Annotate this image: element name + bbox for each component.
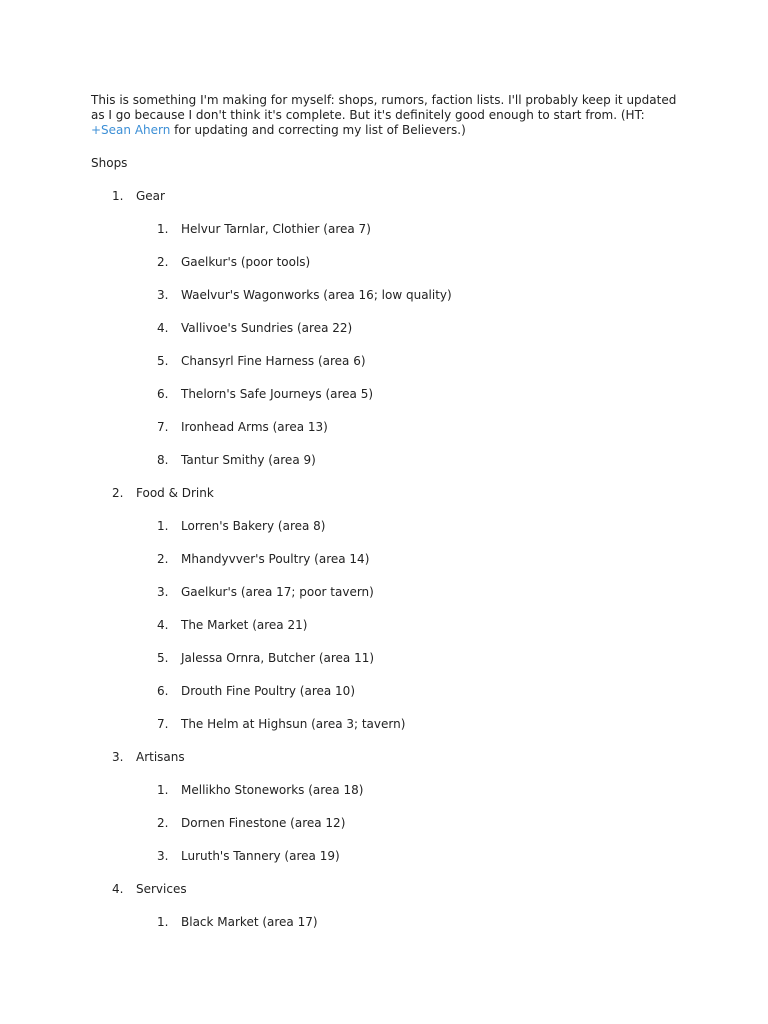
shop-number: 1. — [157, 915, 169, 929]
shop-number: 3. — [157, 585, 169, 599]
shop-list-item — [91, 453, 681, 468]
shop-number: 8. — [157, 453, 169, 467]
shop-list-item — [91, 288, 681, 303]
shop-list — [91, 519, 681, 732]
shop-number: 6. — [157, 387, 169, 401]
shop-list-item — [91, 387, 681, 402]
shop-label: Luruth's Tannery (area 19) — [181, 849, 340, 863]
intro-after-text: for updating and correcting my list of Believers.) — [170, 123, 466, 137]
shop-list-item — [91, 552, 681, 567]
shop-category-list — [91, 189, 681, 930]
shop-list-item — [91, 849, 681, 864]
shop-number: 1. — [157, 222, 169, 236]
shop-number: 2. — [157, 816, 169, 830]
shop-list-item — [91, 651, 681, 666]
shop-number: 3. — [157, 849, 169, 863]
category-number: 4. — [112, 882, 124, 896]
shop-number: 1. — [157, 783, 169, 797]
shop-label: Mhandyvver's Poultry (area 14) — [181, 552, 370, 566]
shop-list — [91, 222, 681, 468]
category-label: Artisans — [136, 750, 185, 764]
shop-label: Gaelkur's (area 17; poor tavern) — [181, 585, 374, 599]
shop-label: Jalessa Ornra, Butcher (area 11) — [181, 651, 375, 665]
shop-number: 7. — [157, 420, 169, 434]
shop-list-item — [91, 684, 681, 699]
shop-label: Gaelkur's (poor tools) — [181, 255, 311, 269]
category-item — [91, 882, 681, 930]
shop-label: Drouth Fine Poultry (area 10) — [181, 684, 355, 698]
shop-number: 4. — [157, 321, 169, 335]
shop-list-item — [91, 915, 681, 930]
shop-number: 5. — [157, 354, 169, 368]
category-number: 1. — [112, 189, 124, 203]
shop-list-item — [91, 420, 681, 435]
shop-label: Lorren's Bakery (area 8) — [181, 519, 326, 533]
shop-label: Helvur Tarnlar, Clothier (area 7) — [181, 222, 371, 236]
shop-list-item — [91, 618, 681, 633]
shop-number: 1. — [157, 519, 169, 533]
shop-list-item — [91, 321, 681, 336]
shop-number: 2. — [157, 255, 169, 269]
shop-number: 3. — [157, 288, 169, 302]
category-row — [91, 882, 681, 897]
category-label: Food & Drink — [136, 486, 214, 500]
shop-number: 6. — [157, 684, 169, 698]
shop-number: 2. — [157, 552, 169, 566]
intro-text: This is something I'm making for myself: shops, rumors, faction lists. I'll probably keep it updated as I go because I don't think it's complete. But it's definitely good enough to start from. (HT: — [91, 93, 677, 122]
shop-label: Chansyrl Fine Harness (area 6) — [181, 354, 366, 368]
shop-label: The Market (area 21) — [181, 618, 308, 632]
category-row — [91, 750, 681, 765]
shop-list — [91, 915, 681, 930]
shop-list — [91, 783, 681, 864]
shop-label: Dornen Finestone (area 12) — [181, 816, 346, 830]
shop-list-item — [91, 717, 681, 732]
shop-list-item — [91, 255, 681, 270]
category-label: Services — [136, 882, 187, 896]
section-heading-shops: Shops — [91, 156, 128, 170]
category-item — [91, 189, 681, 468]
category-number: 2. — [112, 486, 124, 500]
shop-label: Mellikho Stoneworks (area 18) — [181, 783, 364, 797]
document-body — [91, 93, 681, 930]
shop-label: Ironhead Arms (area 13) — [181, 420, 328, 434]
shop-list-item — [91, 519, 681, 534]
author-link[interactable]: +Sean Ahern — [91, 123, 171, 137]
shop-list-item — [91, 354, 681, 369]
category-row — [91, 486, 681, 501]
shop-number: 7. — [157, 717, 169, 731]
shop-label: Tantur Smithy (area 9) — [181, 453, 316, 467]
shop-label: The Helm at Highsun (area 3; tavern) — [181, 717, 406, 731]
category-label: Gear — [136, 189, 165, 203]
shop-number: 4. — [157, 618, 169, 632]
shop-list-item — [91, 585, 681, 600]
category-item — [91, 486, 681, 732]
shop-label: Thelorn's Safe Journeys (area 5) — [181, 387, 374, 401]
shop-list-item — [91, 816, 681, 831]
shop-label: Vallivoe's Sundries (area 22) — [181, 321, 353, 335]
intro-paragraph — [91, 93, 681, 138]
shop-label: Waelvur's Wagonworks (area 16; low quality) — [181, 288, 452, 302]
category-number: 3. — [112, 750, 124, 764]
category-item — [91, 750, 681, 864]
shop-label: Black Market (area 17) — [181, 915, 318, 929]
shop-list-item — [91, 783, 681, 798]
shop-list-item — [91, 222, 681, 237]
shop-number: 5. — [157, 651, 169, 665]
category-row — [91, 189, 681, 204]
